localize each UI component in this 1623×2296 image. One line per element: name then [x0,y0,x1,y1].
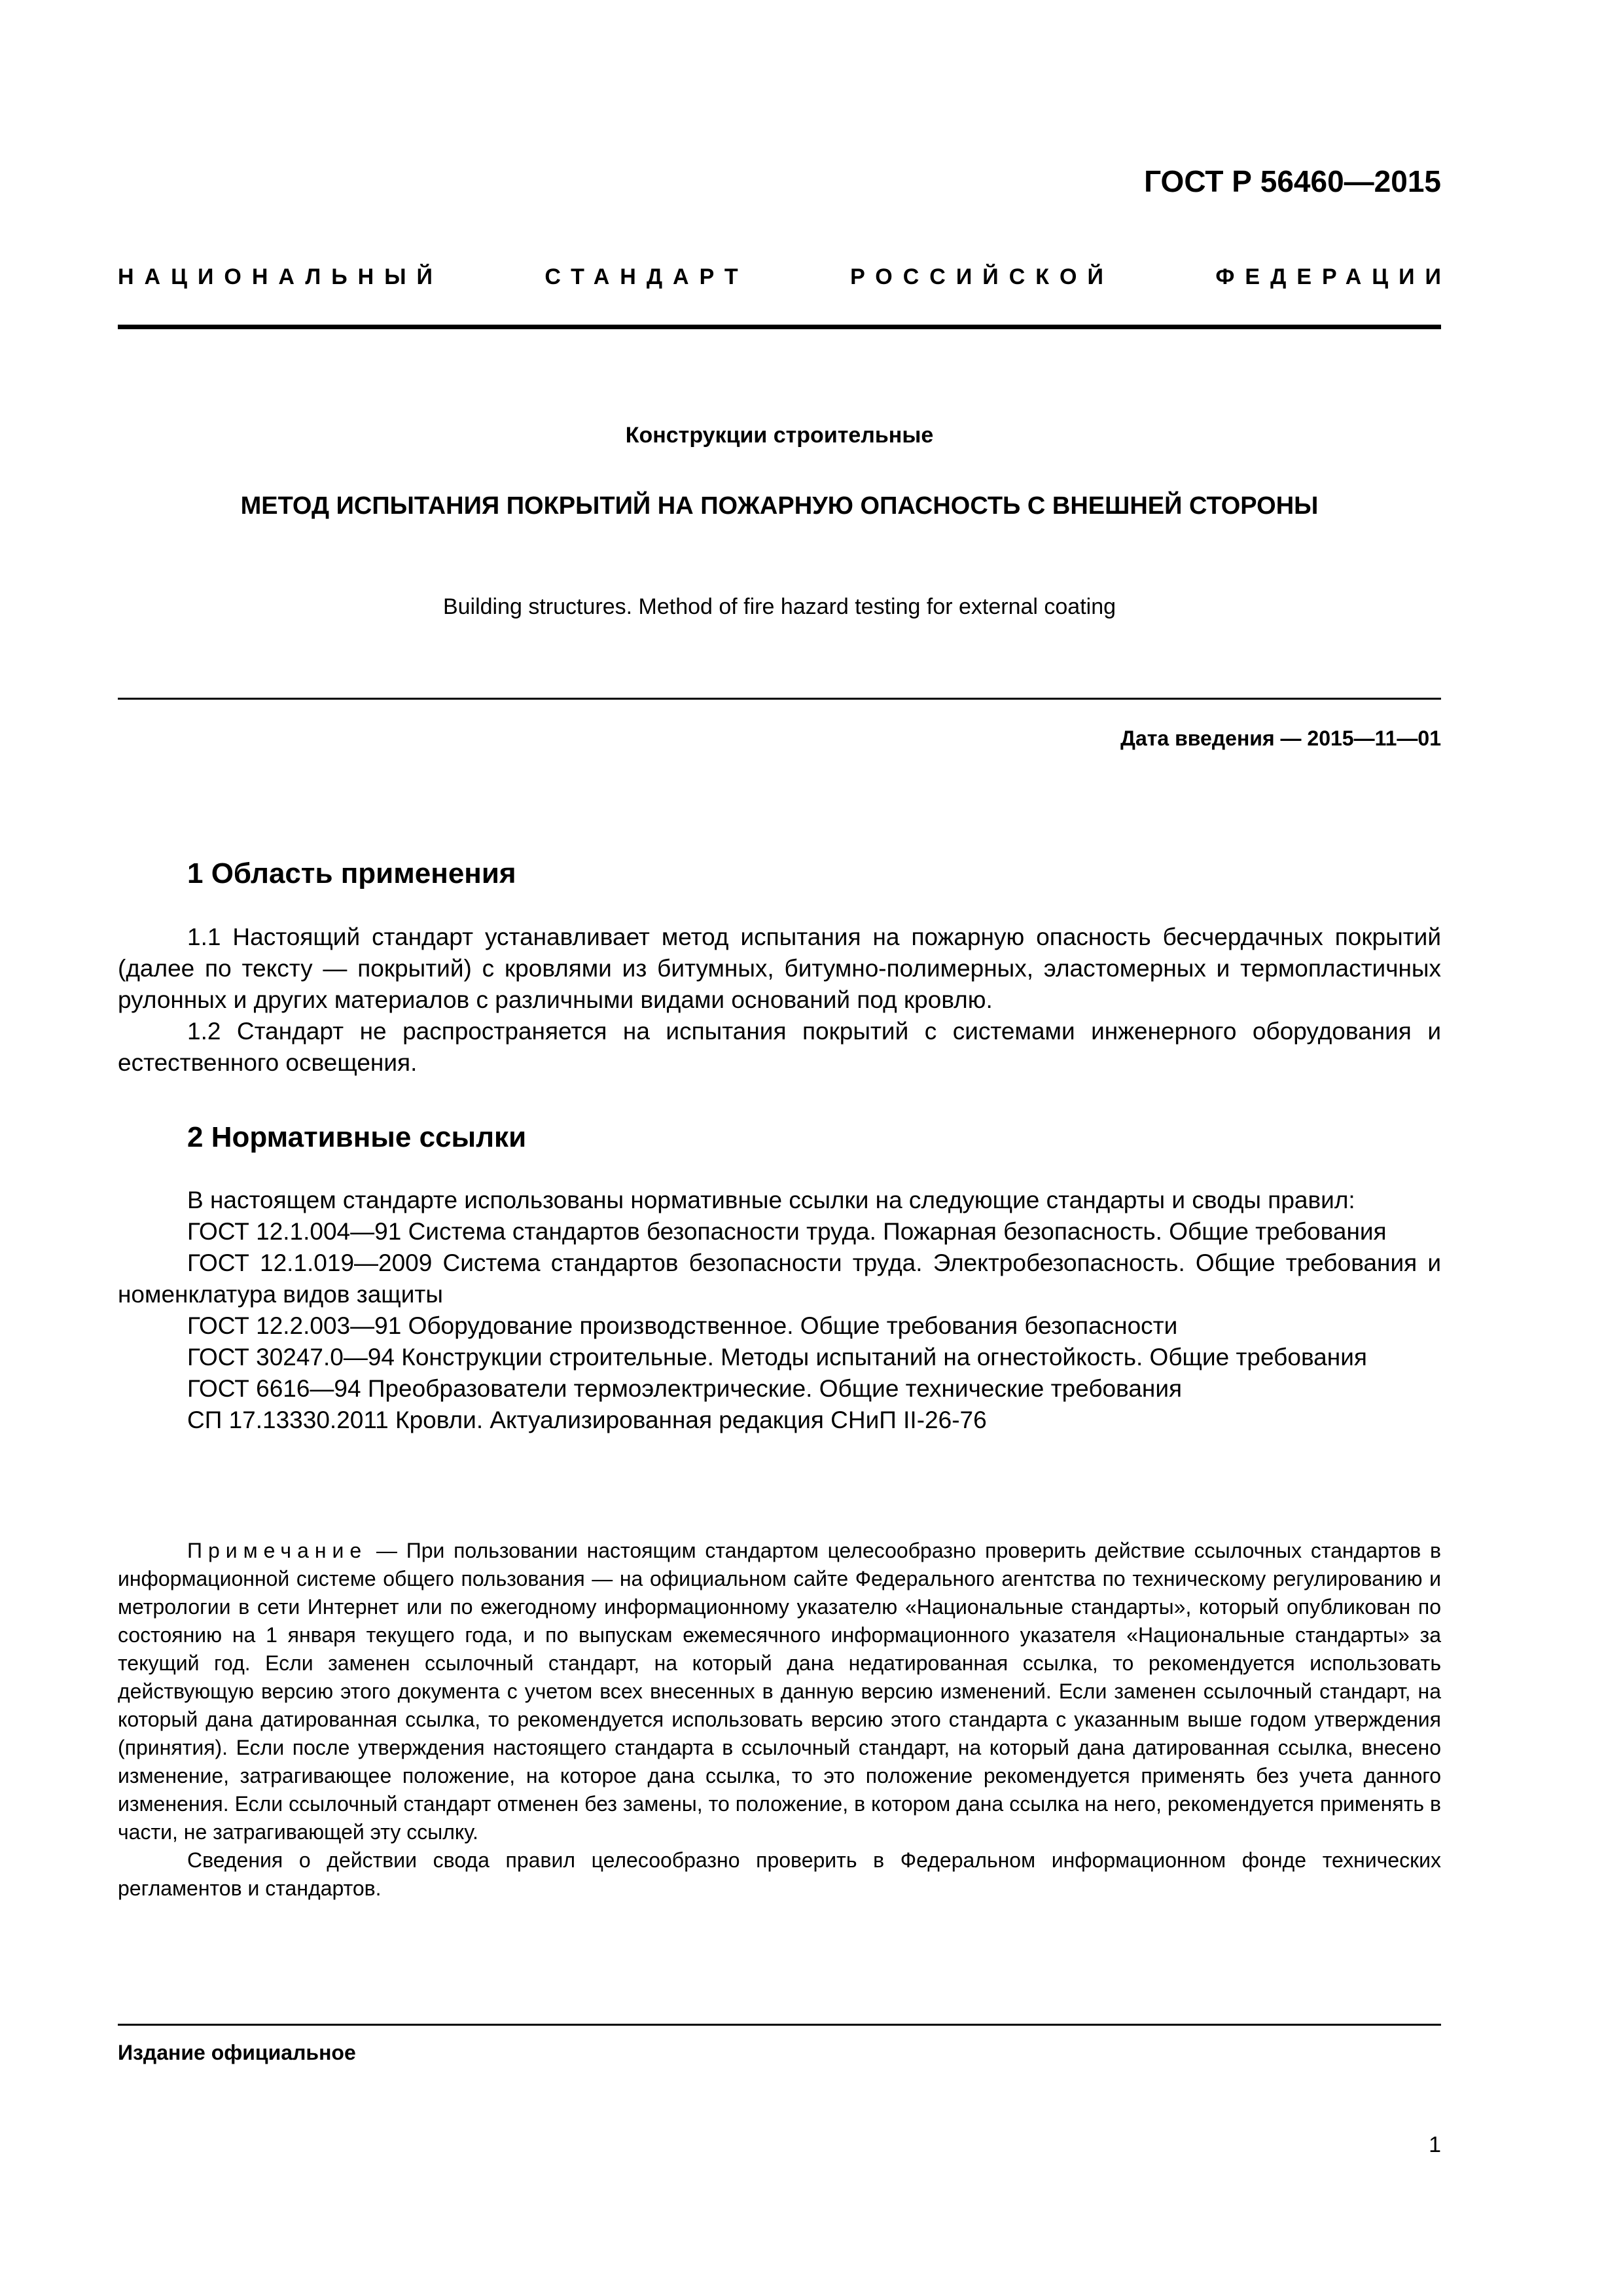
document-page [118,0,1452,2296]
document-subtitle: Конструкции строительные [625,423,934,448]
introduction-date: Дата введения — 2015—11—01 [1120,726,1441,750]
note-block [118,1537,1441,1903]
note-paragraph [118,1537,1441,1846]
note-extra: Сведения о действии свода правил целесообразно проверить в Федеральном информационном фонде технических регламентов и стандартов. [118,1848,1441,1900]
national-standard-word-3: РОССИЙСКОЙ [850,264,1114,289]
section-2-body [118,1185,1441,1436]
national-standard-word-1: НАЦИОНАЛЬНЫЙ [118,264,443,289]
reference-item: ГОСТ 6616—94 Преобразователи термоэлектрические. Общие технические требования [187,1375,1183,1402]
paragraph-1-1: 1.1 Настоящий стандарт устанавливает метод испытания на пожарную опасность бесчердачных покрытий (далее по тексту — покрытий) с кровлями из битумных, битумно-полимерных, эластомерных и термопластичных рулонных и других материалов с различными видами оснований под кровлю. [118,924,1441,1013]
section-1-body [118,922,1441,1079]
references-intro: В настоящем стандарте использованы нормативные ссылки на следующие стандарты и своды правил: [187,1187,1355,1213]
national-standard-header [118,264,1452,290]
page-number: 1 [1429,2132,1441,2157]
reference-item: ГОСТ 12.2.003—91 Оборудование производственное. Общие требования безопасности [187,1312,1178,1339]
note-text: — При пользовании настоящим стандартом целесообразно проверить действие ссылочных стандартов в информационной системе общего пользования — на официальном сайте Федерального агентства по техническому регулированию и метрологии в сети Интернет или по ежегодному информационному указателю «Национальные стандарты», который опубликован по состоянию на 1 января текущего года, и по выпускам ежемесячного информационного указателя «Национальные стандарты» за текущий год. Если заменен ссылочный стандарт, на который дана недатированная ссылка, то рекомендуется использовать действующую версию этого документа с учетом всех внесенных в данную версию изменений. Если заменен ссылочный стандарт, на который дана датированная ссылка, то рекомендуется использовать версию этого стандарта с указанным выше годом утверждения (принятия). Если после утверждения настоящего стандарта в ссылочный стандарт, на который дана датированная ссылка, внесено изменение, затрагивающее положение, на которое дана ссылка, то это положение рекомендуется применять без учета данного изменения. Если ссылочный стандарт отменен без замены, то положение, в котором дана ссылка на него, рекомендуется применять в части, не затрагивающей эту ссылку. [118,1539,1441,1844]
edition-label: Издание официальное [118,2041,356,2064]
header-divider [118,325,1441,329]
reference-item: ГОСТ 12.1.019—2009 Система стандартов безопасности труда. Электробезопасность. Общие требования и номенклатура видов защиты [118,1249,1441,1308]
national-standard-word-4: ФЕДЕРАЦИИ [1215,264,1452,289]
section-2-heading: 2 Нормативные ссылки [187,1121,527,1153]
document-title: МЕТОД ИСПЫТАНИЯ ПОКРЫТИЙ НА ПОЖАРНУЮ ОПАСНОСТЬ С ВНЕШНЕЙ СТОРОНЫ [240,492,1319,520]
national-standard-word-2: СТАНДАРТ [544,264,749,289]
english-title: Building structures. Method of fire hazard testing for external coating [442,594,1116,619]
footer-divider [118,2024,1441,2026]
reference-item: ГОСТ 12.1.004—91 Система стандартов безопасности труда. Пожарная безопасность. Общие требования [187,1218,1387,1245]
reference-item: СП 17.13330.2011 Кровли. Актуализированная редакция СНиП II-26-76 [187,1407,987,1433]
note-label: Примечание [187,1539,368,1562]
reference-item: ГОСТ 30247.0—94 Конструкции строительные. Методы испытаний на огнестойкость. Общие требования [187,1344,1367,1371]
gost-number: ГОСТ Р 56460—2015 [1144,164,1441,198]
section-1-heading: 1 Область применения [187,857,516,889]
paragraph-1-2: 1.2 Стандарт не распространяется на испытания покрытий с системами инженерного оборудования и естественного освещения. [118,1018,1441,1076]
title-divider [118,698,1441,700]
